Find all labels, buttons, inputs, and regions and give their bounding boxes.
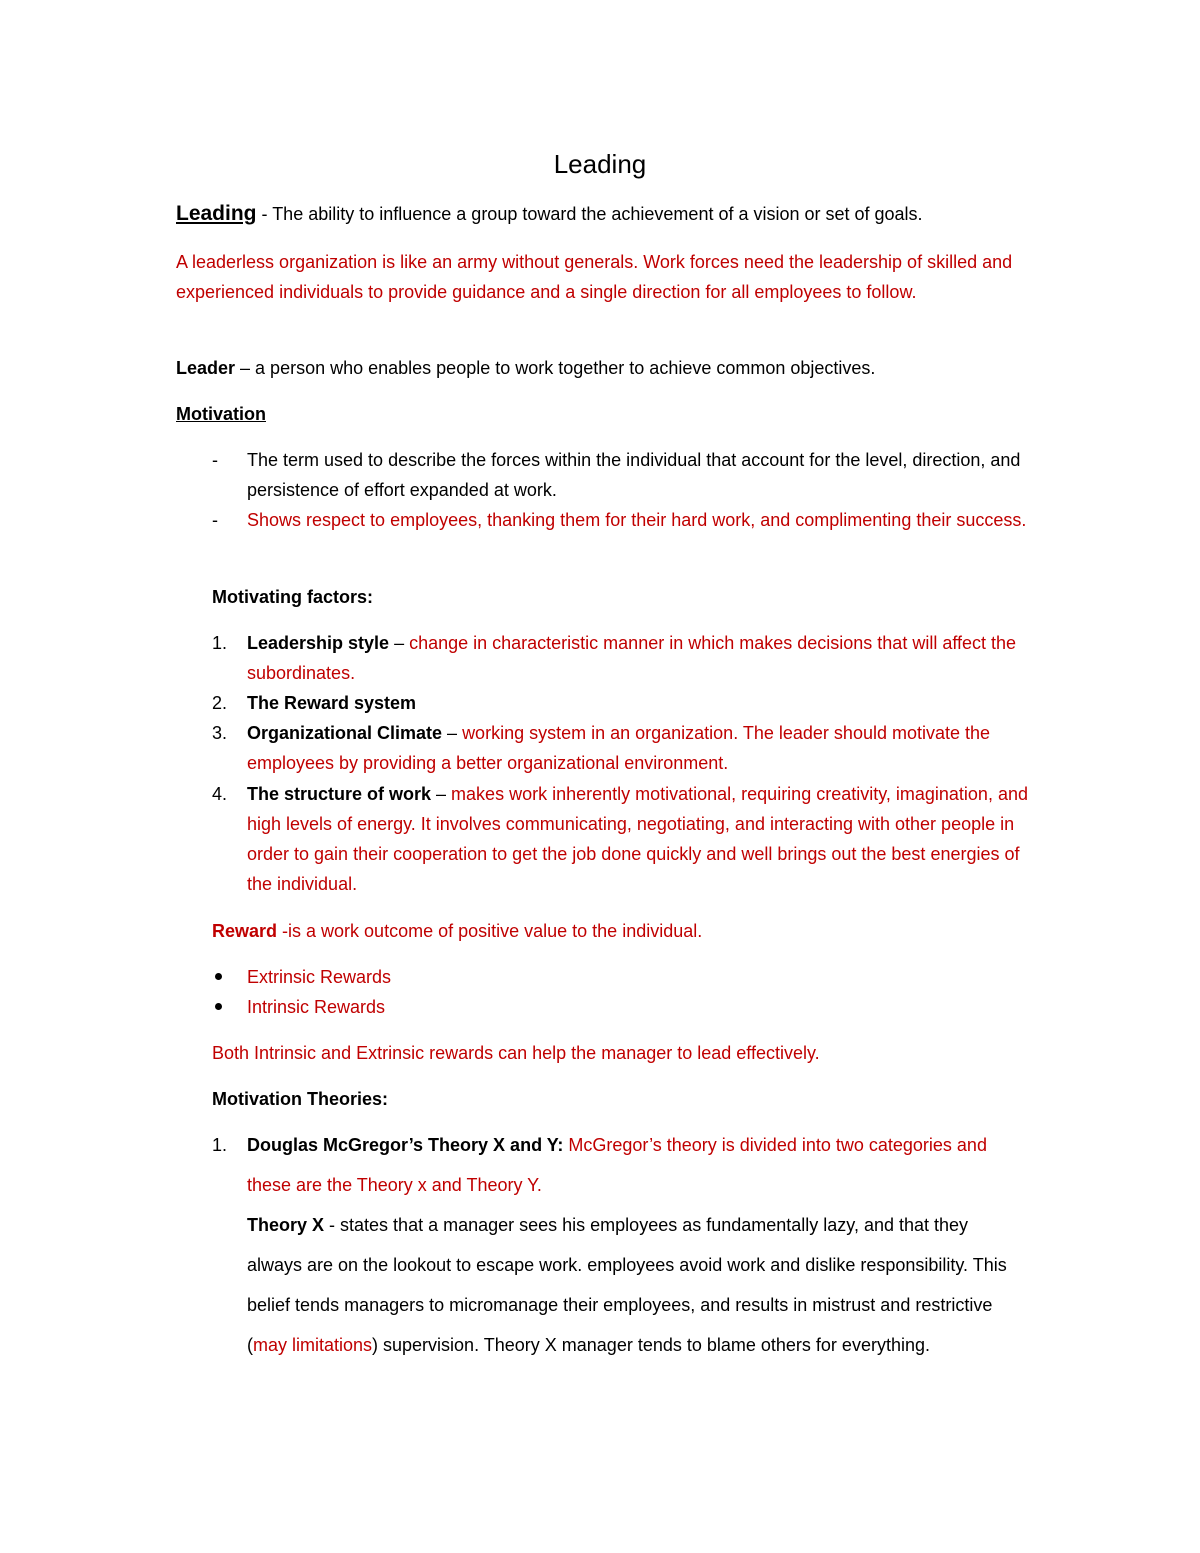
factor-term: Organizational Climate: [247, 723, 443, 743]
factor-term: The structure of work: [247, 784, 432, 804]
page-title: Leading: [553, 149, 647, 179]
leading-text: The ability to influence a group toward the achievement of a vision or set of goals.: [272, 204, 923, 224]
theory-x-text-b: ) supervision. Theory X manager tends to blame others for everything.: [372, 1335, 930, 1355]
list-number: 1.: [212, 633, 228, 653]
leader-term: Leader: [176, 358, 236, 378]
factor-term: The Reward system: [247, 693, 417, 713]
reward-bullet: [212, 962, 1032, 992]
list-number: 1.: [212, 1135, 228, 1155]
motivation-item-text: Shows respect to employees, thanking them for their hard work, and complimenting their success.: [247, 510, 1027, 530]
motivation-item: [212, 445, 1032, 505]
bullet-icon: [215, 973, 222, 980]
leader-text: – a person who enables people to work together to achieve common objectives.: [235, 358, 876, 378]
factor-item: [212, 628, 1032, 688]
reward-bullet: [212, 992, 1032, 1022]
reward-bullet-text: Extrinsic Rewards: [247, 967, 392, 987]
factor-item: [212, 718, 1032, 778]
theories-heading: Motivation Theories:: [212, 1089, 389, 1109]
reward-definition: [212, 916, 1062, 946]
dash-marker: -: [212, 510, 218, 530]
list-number: 4.: [212, 784, 228, 804]
leading-definition: [176, 199, 1026, 229]
theory-x-term: Theory X: [247, 1215, 325, 1235]
factor-item: [212, 779, 1032, 899]
motivation-item: [212, 505, 1032, 535]
factors-heading: Motivating factors:: [212, 587, 374, 607]
factor-sep: –: [389, 633, 410, 653]
leader-definition: [176, 353, 1026, 383]
factor-sep: –: [431, 784, 452, 804]
reward-text: -is a work outcome of positive value to the individual.: [277, 921, 703, 941]
motivation-item-text: The term used to describe the forces within the individual that account for the level, direction, and persistence of effort expanded at work.: [247, 450, 1021, 500]
factor-desc: working system in an organization. The leader should motivate the employees by providing a better organizational environment.: [247, 723, 991, 773]
dash-marker: -: [212, 450, 218, 470]
theory-x-text-a: - states that a manager sees his employees as fundamentally lazy, and that they always are on the lookout to escape work. employees avoid work and dislike responsibility. This belief tends managers to micromanage their employees, and results in mistrust and restrictive (: [247, 1215, 1007, 1355]
theory-x-red: may limitations: [253, 1335, 373, 1355]
factor-item: [212, 688, 1032, 718]
motivation-heading: Motivation: [176, 404, 266, 424]
factor-desc: makes work inherently motivational, requiring creativity, imagination, and high levels of energy. It involves communicating, negotiating, and interacting with other people in order to gain their cooperation to get the job done quickly and well brings out the best energies of the individual.: [247, 784, 1028, 894]
bullet-icon: [215, 1003, 222, 1010]
factor-desc: change in characteristic manner in which makes decisions that will affect the subordinates.: [247, 633, 1017, 683]
factor-sep: –: [442, 723, 463, 743]
reward-bullet-text: Intrinsic Rewards: [247, 997, 386, 1017]
leading-sep: -: [256, 204, 273, 224]
factor-term: Leadership style: [247, 633, 390, 653]
theory-item: [212, 1125, 1032, 1205]
reward-term: Reward: [212, 921, 278, 941]
leading-term: Leading: [176, 202, 257, 225]
theory-term: Douglas McGregor’s Theory X and Y:: [247, 1135, 564, 1155]
leaderless-note: A leaderless organization is like an army without generals. Work forces need the leadership of skilled and experienced individuals to provide guidance and a single direction for all employees to follow.: [176, 252, 1013, 302]
list-number: 3.: [212, 723, 228, 743]
theory-desc: McGregor’s theory is divided into two categories and these are the Theory x and Theory Y.: [247, 1135, 987, 1195]
list-number: 2.: [212, 693, 228, 713]
reward-summary: Both Intrinsic and Extrinsic rewards can help the manager to lead effectively.: [212, 1043, 820, 1063]
theory-x-paragraph: [247, 1205, 1027, 1365]
